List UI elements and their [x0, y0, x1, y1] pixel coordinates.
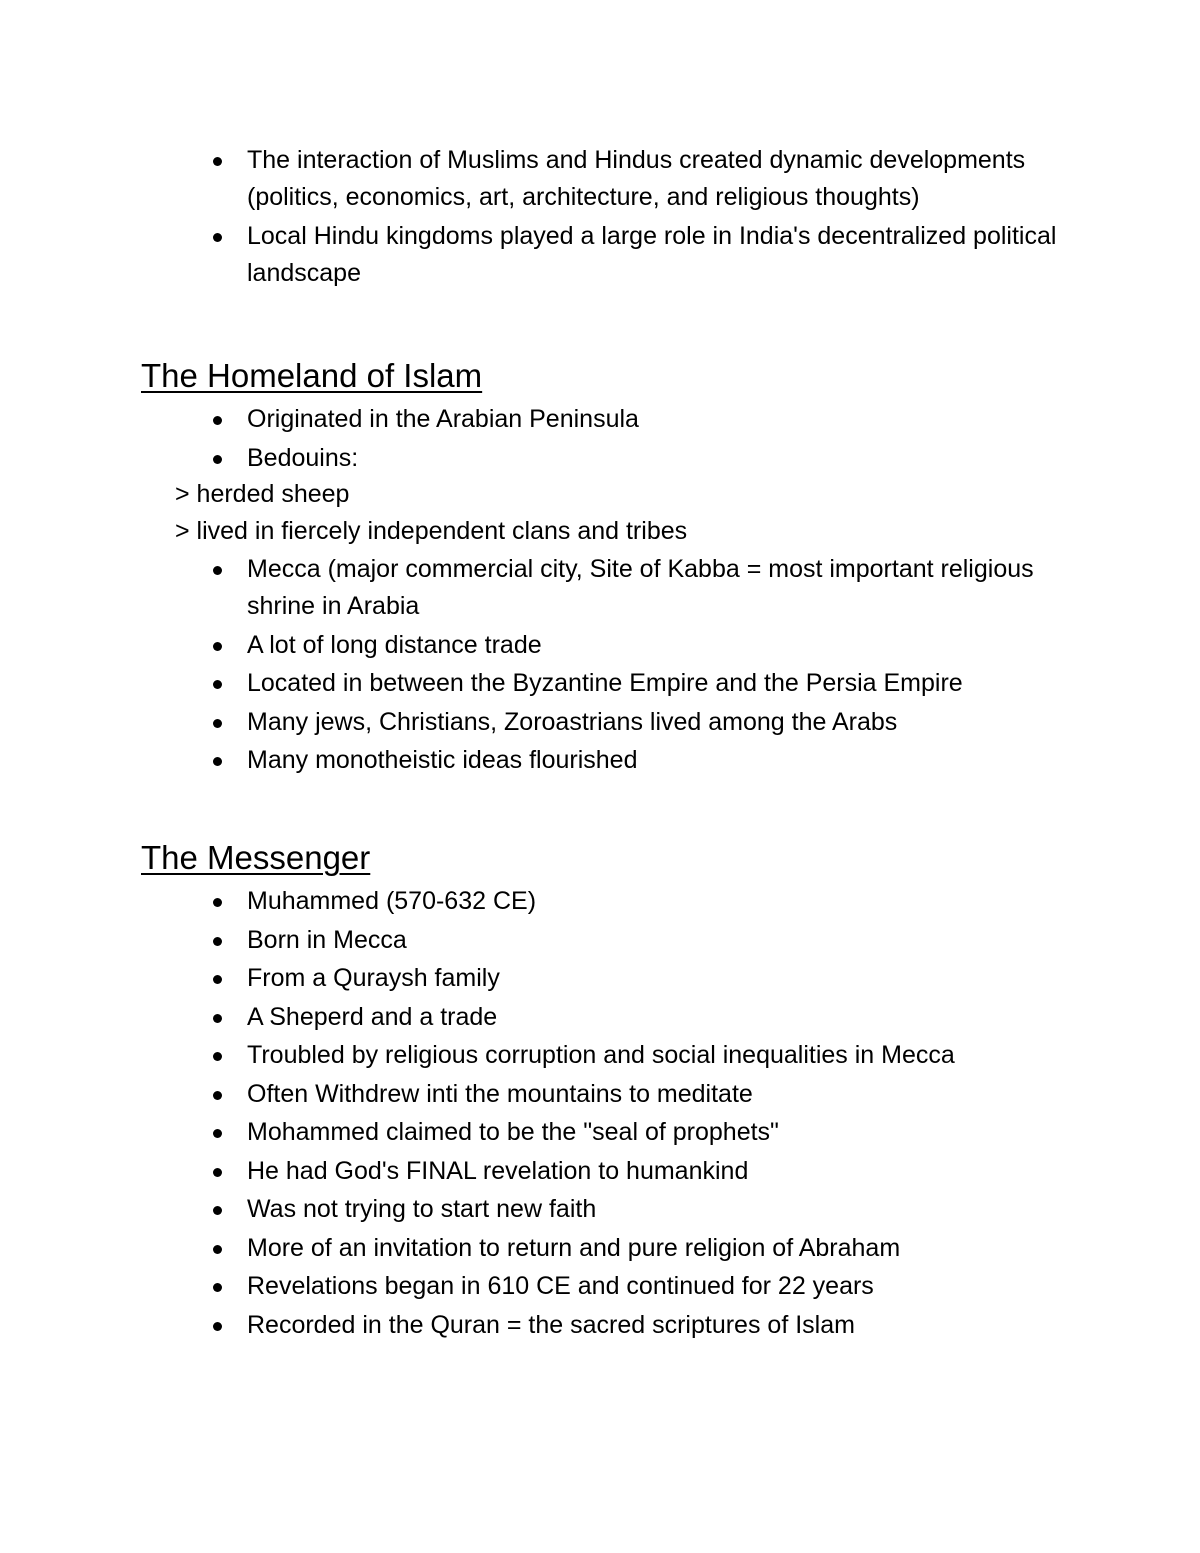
- bullet-icon: [213, 719, 222, 728]
- list-item-text: Revelations began in 610 CE and continued for 22 years: [247, 1272, 874, 1300]
- list-item-text: Many monotheistic ideas flourished: [247, 746, 638, 774]
- bullet-icon: [213, 566, 222, 575]
- list-item: [0, 142, 1200, 216]
- messenger-bullet-list: [0, 883, 1200, 1345]
- list-item-text: Located in between the Byzantine Empire and the Persia Empire: [247, 669, 963, 697]
- list-item: [0, 440, 1200, 477]
- list-item-text: Bedouins:: [247, 443, 359, 472]
- list-item-text: A Sheperd and a trade: [247, 1002, 498, 1031]
- bullet-icon: [213, 1091, 222, 1100]
- intro-bullet-list: [0, 142, 1200, 293]
- list-item-text: Originated in the Arabian Peninsula: [247, 405, 639, 433]
- list-item: [0, 401, 1200, 438]
- list-item: [0, 1230, 1200, 1267]
- list-item-text: Mecca (major commercial city, Site of Kabba = most important religious shrine in Arabia: [247, 555, 1034, 620]
- bullet-icon: [213, 416, 222, 425]
- bullet-icon: [213, 233, 222, 242]
- list-item: [0, 1191, 1200, 1228]
- bullet-icon: [213, 1052, 222, 1061]
- list-item-text: A lot of long distance trade: [247, 630, 542, 659]
- section-heading-messenger: The Messenger: [141, 839, 371, 876]
- list-item: [0, 1037, 1200, 1074]
- list-item: [0, 1114, 1200, 1151]
- sub-note-clans-tribes: > lived in fiercely independent clans and tribes: [175, 517, 688, 545]
- bullet-icon: [213, 1206, 222, 1215]
- list-item: [0, 704, 1200, 741]
- list-item-text: Many jews, Christians, Zoroastrians lived among the Arabs: [247, 707, 898, 736]
- bullet-icon: [213, 1245, 222, 1254]
- bullet-icon: [213, 1168, 222, 1177]
- homeland-bullet-list-b: [0, 551, 1200, 781]
- bullet-icon: [213, 680, 222, 689]
- list-item-text: Often Withdrew inti the mountains to meditate: [247, 1079, 753, 1108]
- list-item: [0, 742, 1200, 779]
- list-item-text: Local Hindu kingdoms played a large role in India's decentralized political landscape: [247, 221, 1057, 287]
- list-item-text: More of an invitation to return and pure religion of Abraham: [247, 1233, 901, 1262]
- section-heading-homeland: The Homeland of Islam: [141, 357, 483, 394]
- list-item: [0, 665, 1200, 702]
- sub-note-herded-sheep: > herded sheep: [175, 480, 350, 508]
- list-item-text: Mohammed claimed to be the "seal of prophets": [247, 1118, 779, 1146]
- bullet-icon: [213, 157, 222, 166]
- bullet-icon: [213, 1283, 222, 1292]
- list-item-text: Troubled by religious corruption and social inequalities in Mecca: [247, 1041, 955, 1069]
- list-item-text: He had God's FINAL revelation to humankind: [247, 1156, 749, 1185]
- bullet-icon: [213, 937, 222, 946]
- list-item: [0, 551, 1200, 625]
- bullet-icon: [213, 975, 222, 984]
- list-item: [0, 1153, 1200, 1190]
- list-item-text: From a Quraysh family: [247, 964, 500, 992]
- list-item-text: The interaction of Muslims and Hindus created dynamic developments (politics, economics, art, architecture, and religious thoughts): [247, 146, 1026, 211]
- list-item: [0, 960, 1200, 997]
- bullet-icon: [213, 898, 222, 907]
- list-item-text: Muhammed (570-632 CE): [247, 887, 537, 915]
- list-item: [0, 218, 1200, 292]
- list-item: [0, 1268, 1200, 1305]
- bullet-icon: [213, 1014, 222, 1023]
- homeland-bullet-list-a: [0, 401, 1200, 478]
- list-item-text: Recorded in the Quran = the sacred scriptures of Islam: [247, 1310, 855, 1339]
- list-item-text: Born in Mecca: [247, 925, 407, 954]
- list-item: [0, 627, 1200, 664]
- list-item: [0, 999, 1200, 1036]
- list-item: [0, 922, 1200, 959]
- list-item: [0, 1307, 1200, 1344]
- list-item-text: Was not trying to start new faith: [247, 1195, 597, 1223]
- bullet-icon: [213, 642, 222, 651]
- list-item: [0, 883, 1200, 920]
- list-item: [0, 1076, 1200, 1113]
- bullet-icon: [213, 1322, 222, 1331]
- bullet-icon: [213, 455, 222, 464]
- bullet-icon: [213, 757, 222, 766]
- bullet-icon: [213, 1129, 222, 1138]
